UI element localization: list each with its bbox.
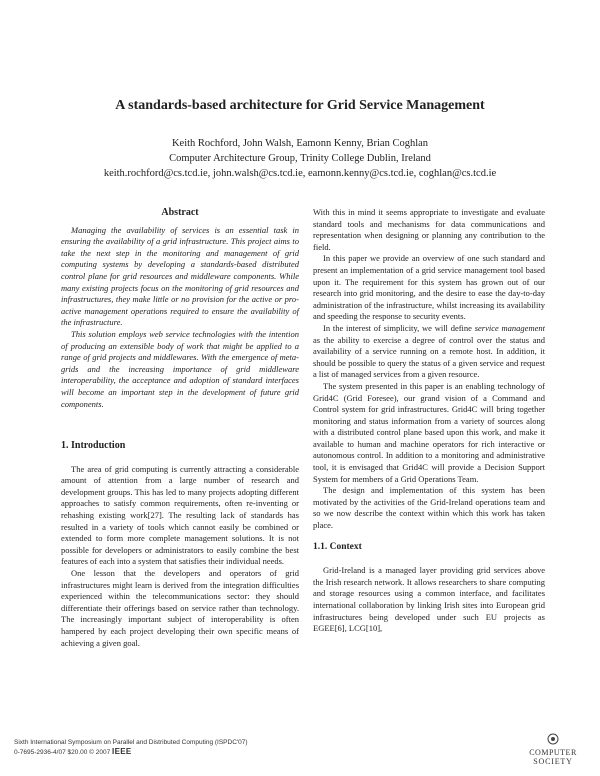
ieee-logo: IEEE (112, 747, 132, 756)
left-column (61, 207, 299, 649)
author-emails: keith.rochford@cs.tcd.ie, john.walsh@cs.tcd.ie, eamonn.kenny@cs.tcd.ie, coghlan@cs.tcd.ie (103, 168, 497, 179)
logo-text-top: COMPUTER (529, 748, 577, 757)
page-footer (14, 738, 248, 757)
context-heading: 1.1. Context (313, 541, 362, 552)
intro-paragraph-1: The area of grid computing is currently attracting a considerable amount of attention from a large number of research and development groups. This has led to many projects adopting different approaches to satisfy common requirements, often re-inventing or rehashing existing work[27]. The resulting lack of standards has resulted in a variety of tools which cannot easily be combined or extended to form more complete management solutions. It is not possible for developers or administrators to easily combine the best features of each into a system that satisfies their individual needs. (61, 463, 299, 567)
right-paragraph-5: The design and implementation of this system has been motivated by the activities of the Grid-Ireland operations team and so we now describe the context within which this work has taken place. (313, 485, 545, 531)
p3-emphasis: service management (474, 322, 545, 333)
p3-text-b: as the ability to exercise a degree of control over the status and availability of a service running on a remote host. In addition, it should be possible to query the status of a given service and request a list of managed services from a given resource. (313, 334, 545, 380)
computer-society-logo (520, 732, 586, 768)
right-paragraph-6: Grid-Ireland is a managed layer providing grid services above the Irish research network. It allows researchers to share computing and storage resources using a common interface, and facilitates international collaboration by linking Irish sites into European grid infrastructures being developed under such EU projects as EGEE[6], LCG[10], (313, 565, 545, 634)
intro-paragraph-2: One lesson that the developers and operators of grid infrastructures might learn is derived from the integration difficulties experienced within the telecommunications sector: they should differentiate their offerings based on service rather than technology. The increasingly important subject of interoperability is often hampered by each project developing their own specific means of achieving a given goal. (61, 568, 299, 648)
right-column (313, 207, 545, 635)
right-paragraph-3 (313, 323, 545, 381)
footer-isbn-line (14, 747, 248, 757)
paper-title: A standards-based architecture for Grid Service Management (115, 98, 485, 113)
abstract-paragraph-2: This solution employs web service technologies with the intention of producing an extensible body of work that might be applied to a range of grid projects and middlewares. With the emergence of meta-grids and the increasing importance of grid middleware interoperability, the acceptance and adoption of standard interfaces will become an important step in the development of future grid components. (61, 328, 299, 409)
abstract-heading: Abstract (161, 207, 199, 218)
p3-text-a: In the interest of simplicity, we will define (323, 322, 475, 333)
right-paragraph-1: With this in mind it seems appropriate to investigate and evaluate standard tools and mechanisms for data communications and representation when designing or planning any contribution to the field. (313, 207, 545, 252)
intro-heading: 1. Introduction (61, 440, 126, 452)
logo-text-bottom: SOCIETY (533, 757, 573, 766)
author-affiliation: Computer Architecture Group, Trinity College Dublin, Ireland (169, 153, 431, 164)
footer-conference: Sixth International Symposium on Parallel and Distributed Computing (ISPDC'07) (14, 739, 248, 746)
author-block (0, 136, 600, 181)
author-names: Keith Rochford, John Walsh, Eamonn Kenny, Brian Coghlan (171, 138, 429, 149)
logo-emblem-center (551, 737, 555, 741)
footer-isbn: 0-7695-2936-4/07 $20.00 © 2007 (14, 749, 111, 756)
abstract-paragraph-1: Managing the availability of services is an essential task in ensuring the availability of a grid infrastructure. This project aims to take the next step in the monitoring and management of grid computing systems by developing a standards-based distributed control plane for grid resources and middleware components. While many existing projects focus on the monitoring of grid resources and infrastructures, they make little or no provision for the active or pro-active management operations required to ensure the availability of the infrastructure. (61, 224, 299, 328)
right-paragraph-4: The system presented in this paper is an enabling technology of Grid4C (Grid Foresee), our grand vision of a Command and Control system for grid infrastructures. Grid4C will bring together monitoring and status information from a variety of sources along with a distributed control plane based upon this work, and make it available to human and machine operators for rich interactive or autonomous control. In addition to a monitoring and administrative tool, it is envisaged that Grid4C will provide a Decision Support System for members of a Grid Operations Team. (313, 380, 545, 484)
right-paragraph-2: In this paper we provide an overview of one such standard and present an implementation of a grid service management tool based upon it. The requirement for this system has grown out of our research into grid monitoring, and the desire to ease the day-to-day administration of the infrastructure, whilst increasing its availability and speeding the response to security events. (313, 253, 545, 322)
